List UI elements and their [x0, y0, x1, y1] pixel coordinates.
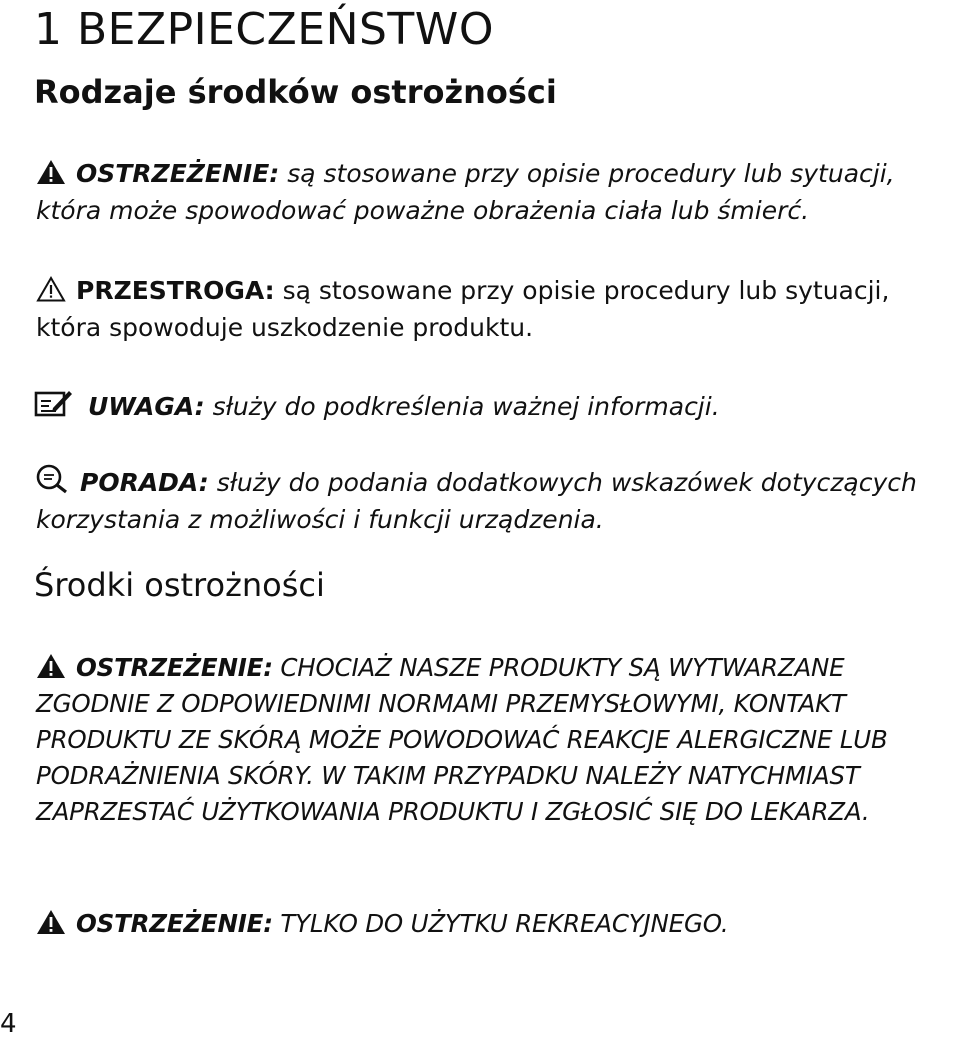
warning-filled-icon — [36, 159, 66, 185]
warning-text: są stosowane przy opisie procedury lub sytuacji, która może spowodować poważne obrażenia ciała lub śmierć. — [36, 159, 895, 225]
allergy-warning-text: CHOCIAŻ NASZE PRODUKTY SĄ WYTWARZANE ZGODNIE Z ODPOWIEDNIMI NORMAMI PRZEMYSŁOWYMI, KONTAKT PRODUKTU ZE SKÓRĄ MOŻE POWODOWAĆ REAKCJE ALERGICZNE LUB PODRAŻNIENIA SKÓRY. W TAKIM PRZYPADKU NALEŻY NATYCHMIAST ZAPRZESTAĆ UŻYTKOWANIA PRODUKTU I ZGŁOSIĆ SIĘ DO LEKARZA. — [36, 653, 888, 826]
tip-definition — [36, 464, 951, 538]
warning-filled-icon — [36, 653, 66, 679]
caution-label: PRZESTROGA: — [76, 276, 275, 305]
recreational-use-warning — [36, 906, 951, 942]
recreational-use-text: TYLKO DO UŻYTKU REKREACYJNEGO. — [272, 909, 729, 938]
warning-label: OSTRZEŻENIE: — [76, 653, 273, 682]
tip-text: służy do podania dodatkowych wskazówek dotyczących korzystania z możliwości i funkcji urządzenia. — [36, 468, 917, 534]
caution-outline-icon — [36, 276, 66, 302]
tip-label: PORADA: — [80, 468, 209, 497]
warning-label: OSTRZEŻENIE: — [76, 909, 273, 938]
tip-magnifier-icon — [36, 464, 70, 494]
section-heading-precautions: Środki ostrożności — [34, 566, 325, 604]
warning-label: OSTRZEŻENIE: — [76, 159, 280, 188]
note-definition — [36, 388, 951, 425]
page-number: 4 — [0, 1009, 17, 1039]
allergy-warning — [36, 650, 951, 830]
note-text: służy do podkreślenia ważnej informacji. — [204, 392, 720, 421]
caution-definition — [36, 272, 951, 346]
note-label: UWAGA: — [88, 392, 205, 421]
caution-text: są stosowane przy opisie procedury lub sytuacji, która spowoduje uszkodzenie produktu. — [36, 276, 890, 342]
section-heading-precaution-types: Rodzaje środków ostrożności — [34, 73, 557, 111]
page-title: 1 BEZPIECZEŃSTWO — [34, 4, 494, 55]
warning-filled-icon — [36, 909, 66, 935]
note-pencil-icon — [34, 388, 74, 418]
warning-definition — [36, 155, 951, 229]
